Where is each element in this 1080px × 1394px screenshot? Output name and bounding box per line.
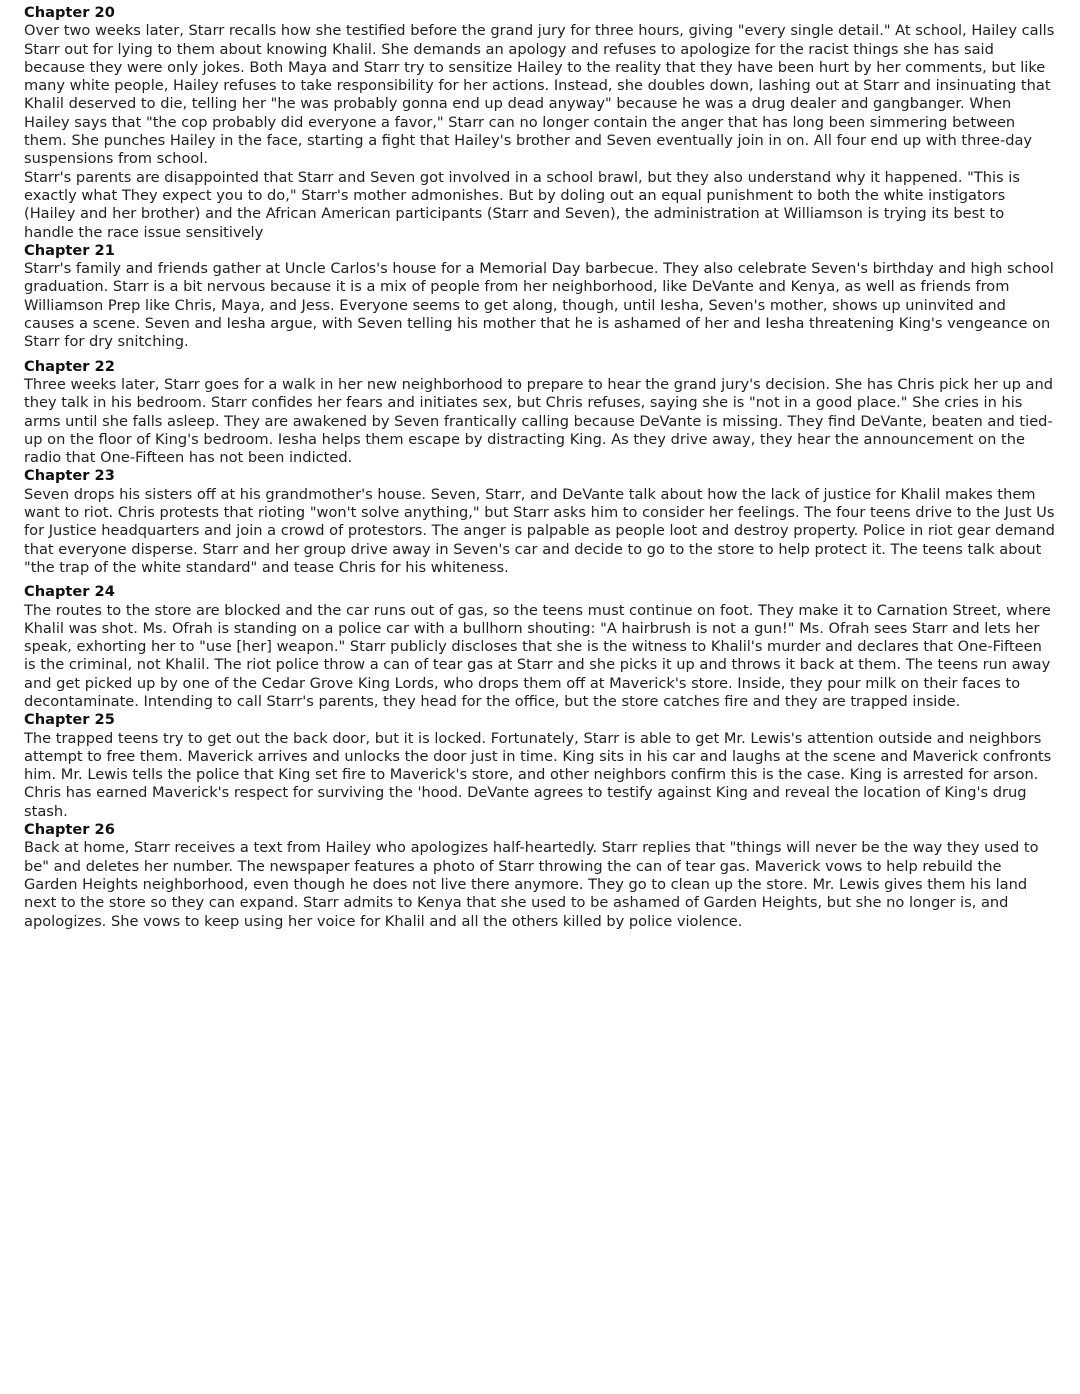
chapter-paragraph: The trapped teens try to get out the back door, but it is locked. Fortunately, Starr is able to get Mr. Lewis's attention outside and neighbors attempt to free them. Maverick arrives and unlocks the door just in time. King sits in his car and laughs at the scene and Maverick confronts him. Mr. Lewis tells the police that King set fire to Maverick's store, and other neighbors confirm this is the case. King is arrested for arson. Chris has earned Maverick's respect for surviving the 'hood. DeVante agrees to testify against King and reveal the location of King's drug stash. (24, 729, 1052, 820)
chapter-paragraph: The routes to the store are blocked and the car runs out of gas, so the teens must continue on foot. They make it to Carnation Street, where Khalil was shot. Ms. Ofrah is standing on a police car with a bullhorn shouting: "A hairbrush is not a gun!" Ms. Ofrah sees Starr and lets her speak, exhorting her to "use [her] weapon." Starr publicly discloses that she is the witness to Khalil's murder and declares that One-Fifteen is the criminal, not Khalil. The riot police throw a can of tear gas at Starr and she picks it up and throws it back at them. The teens run away and get picked up by one of the Cedar Grove King Lords, who drops them off at Maverick's store. Inside, they pour milk on their faces to decontaminate. Intending to call Starr's parents, they head for the office, but the store catches fire and they are trapped inside. (24, 601, 1051, 710)
chapter-24 (24, 583, 1058, 711)
chapter-title: Chapter 25 (24, 711, 115, 729)
chapter-23 (24, 467, 1058, 577)
chapter-20 (24, 4, 1058, 242)
chapter-paragraph: Seven drops his sisters off at his grandmother's house. Seven, Starr, and DeVante talk about how the lack of justice for Khalil makes them want to riot. Chris protests that rioting "won't solve anything," but Starr asks him to consider her feelings. The four teens drive to the Just Us for Justice headquarters and join a crowd of protestors. The anger is palpable as people loot and destroy property. Police in riot gear demand that everyone disperse. Starr and her group drive away in Seven's car and decide to go to the store to help protect it. The teens talk about "the trap of the white standard" and tease Chris for his whiteness. (24, 485, 1055, 576)
chapter-title: Chapter 23 (24, 467, 115, 485)
chapter-title: Chapter 20 (24, 4, 115, 21)
chapter-paragraph: Starr's parents are disappointed that Starr and Seven got involved in a school brawl, but they also understand why it happened. "This is exactly what They expect you to do," Starr's mother admonishes. But by doling out an equal punishment to both the white instigators (Hailey and her brother) and the African American participants (Starr and Seven), the administration at Williamson is trying its best to handle the race issue sensitively (24, 168, 1020, 241)
chapter-21 (24, 242, 1058, 352)
chapter-paragraph: Back at home, Starr receives a text from Hailey who apologizes half-heartedly. Starr replies that "things will never be the way they used to be" and deletes her number. The newspaper features a photo of Starr throwing the can of tear gas. Maverick vows to help rebuild the Garden Heights neighborhood, even though he does not live there anymore. They go to clean up the store. Mr. Lewis gives them his land next to the store so they can expand. Starr admits to Kenya that she used to be ashamed of Garden Heights, but she no longer is, and apologizes. She vows to keep using her voice for Khalil and all the others killed by police violence. (24, 839, 1039, 930)
chapter-title: Chapter 22 (24, 357, 115, 375)
chapter-26 (24, 821, 1058, 931)
chapter-25 (24, 711, 1058, 821)
chapter-paragraph: Over two weeks later, Starr recalls how she testified before the grand jury for three hours, giving "every single detail." At school, Hailey calls Starr out for lying to them about knowing Khalil. She demands an apology and refuses to apologize for the racist things she has said because they were only jokes. Both Maya and Starr try to sensitize Hailey to the reality that they have been hurt by her comments, but like many white people, Hailey refuses to take responsibility for her actions. Instead, she doubles down, lashing out at Starr and insinuating that Khalil deserved to die, telling her "he was probably gonna end up dead anyway" because he was a drug dealer and gangbanger. When Hailey says that "the cop probably did everyone a favor," Starr can no longer contain the anger that has long been simmering between them. She punches Hailey in the face, starting a fight that Hailey's brother and Seven eventually join in on. All four end up with three-day suspensions from school. (24, 22, 1055, 168)
chapter-title: Chapter 26 (24, 821, 115, 839)
chapter-paragraph: Three weeks later, Starr goes for a walk in her new neighborhood to prepare to hear the grand jury's decision. She has Chris pick her up and they talk in his bedroom. Starr confides her fears and initiates sex, but Chris refuses, saying she is "not in a good place." She cries in his arms until she falls asleep. They are awakened by Seven frantically calling because DeVante is missing. They find DeVante, beaten and tied-up on the floor of King's bedroom. Iesha helps them escape by distracting King. As they drive away, they hear the announcement on the radio that One-Fifteen has not been indicted. (24, 375, 1053, 467)
document-body (24, 4, 1058, 931)
chapter-title: Chapter 24 (24, 583, 115, 601)
chapter-title: Chapter 21 (24, 241, 115, 259)
chapter-22 (24, 358, 1058, 468)
chapter-paragraph: Starr's family and friends gather at Uncle Carlos's house for a Memorial Day barbecue. They also celebrate Seven's birthday and high school graduation. Starr is a bit nervous because it is a mix of people from her neighborhood, like DeVante and Kenya, as well as friends from Williamson Prep like Chris, Maya, and Jess. Everyone seems to get along, though, until Iesha, Seven's mother, shows up uninvited and causes a scene. Seven and Iesha argue, with Seven telling his mother that he is ashamed of her and Iesha threatening King's vengeance on Starr for dry snitching. (24, 260, 1054, 351)
